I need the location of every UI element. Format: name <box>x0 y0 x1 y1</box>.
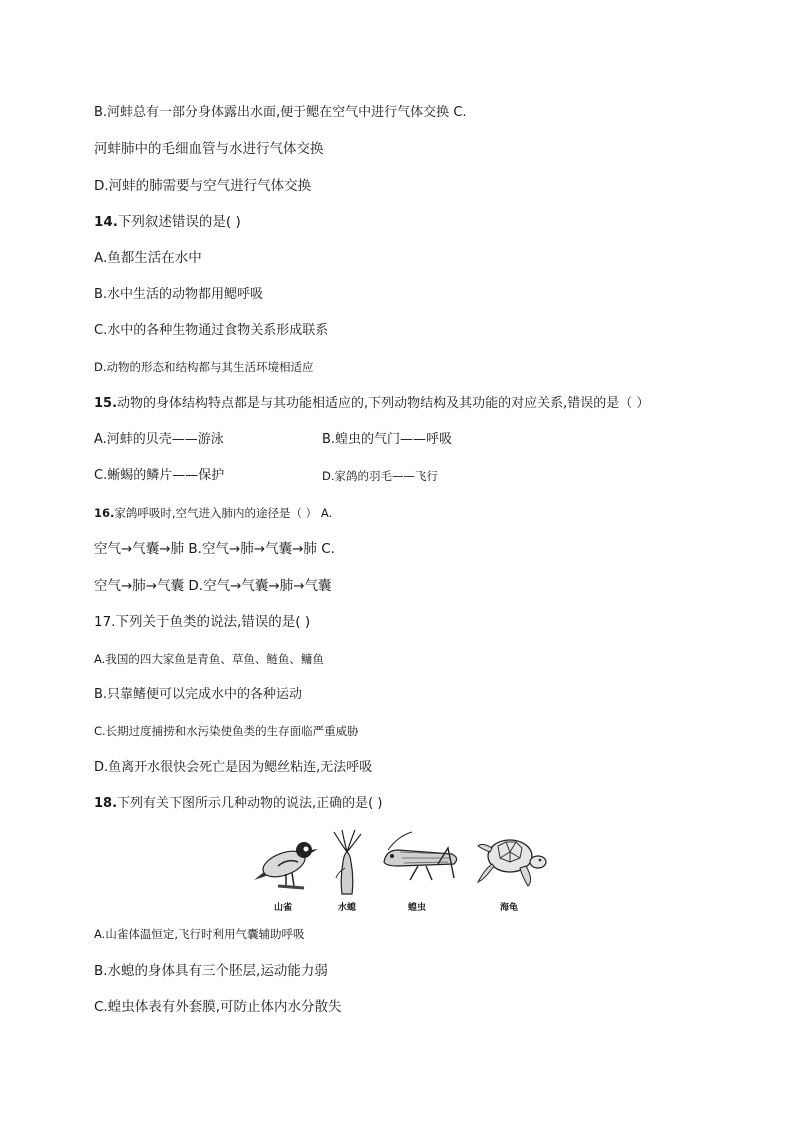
question-number: 18. <box>94 796 118 811</box>
q15-option-d: D.家鸽的羽毛——飞行 <box>322 469 439 483</box>
hydra-icon <box>330 828 364 898</box>
question-17 <box>94 613 310 631</box>
question-16 <box>94 504 332 522</box>
q15-options-ab <box>94 431 453 449</box>
question-stem: 下列叙述错误的是( ) <box>117 214 241 230</box>
caption-locust: 蝗虫 <box>408 903 427 913</box>
q15-option-c: C.蜥蜴的鳞片——保护 <box>94 468 225 483</box>
q17-option-d: D.鱼离开水很快会死亡是因为鳃丝粘连,无法呼吸 <box>94 760 373 775</box>
question-14 <box>94 213 241 231</box>
q16-line-2: 空气→肺→气囊 D.空气→气囊→肺→气囊 <box>94 578 332 594</box>
caption-sea-turtle: 海龟 <box>500 903 519 913</box>
q15-options-cd <box>94 467 439 485</box>
caption-hydra: 水螅 <box>338 903 357 913</box>
q15-option-b: B.蝗虫的气门——呼吸 <box>322 432 453 447</box>
question-15 <box>94 395 649 413</box>
question-stem: 动物的身体结构特点都是与其功能相适应的,下列动物结构及其功能的对应关系,错误的是（ ） <box>117 396 650 411</box>
question-number: 16. <box>94 506 115 520</box>
option-d-line: D.河蚌的肺需要与空气进行气体交换 <box>94 178 312 194</box>
question-18 <box>94 795 382 813</box>
question-number: 14. <box>94 214 118 230</box>
tit-bird-icon <box>252 828 322 898</box>
q14-option-b: B.水中生活的动物都用鳃呼吸 <box>94 287 264 302</box>
q17-option-a: A.我国的四大家鱼是青鱼、草鱼、鲢鱼、鳙鱼 <box>94 652 324 666</box>
locust-icon <box>378 828 462 888</box>
question-stem: 下列有关下图所示几种动物的说法,正确的是( ) <box>117 796 383 811</box>
animal-figure <box>250 828 550 918</box>
q16-line-1: 空气→气囊→肺 B.空气→肺→气囊→肺 C. <box>94 541 335 557</box>
q15-option-a: A.河蚌的贝壳——游泳 <box>94 432 224 447</box>
option-c-line: 河蚌肺中的毛细血管与水进行气体交换 <box>94 141 324 157</box>
q17-option-b: B.只靠鳍便可以完成水中的各种运动 <box>94 687 303 702</box>
question-number: 15. <box>94 396 118 411</box>
q18-option-b: B.水螅的身体具有三个胚层,运动能力弱 <box>94 963 328 979</box>
question-number: 17. <box>94 614 116 630</box>
q18-option-c: C.蝗虫体表有外套膜,可防止体内水分散失 <box>94 999 342 1015</box>
option-b-line: B.河蚌总有一部分身体露出水面,便于鳃在空气中进行气体交换 C. <box>94 105 467 120</box>
q14-option-d: D.动物的形态和结构都与其生活环境相适应 <box>94 360 314 374</box>
caption-tit: 山雀 <box>274 903 293 913</box>
sea-turtle-icon <box>476 828 548 890</box>
q17-option-c: C.长期过度捕捞和水污染使鱼类的生存面临严重威胁 <box>94 724 359 738</box>
q14-option-a: A.鱼都生活在水中 <box>94 250 202 266</box>
q18-option-a: A.山雀体温恒定,飞行时利用气囊辅助呼吸 <box>94 927 305 941</box>
question-stem: 下列关于鱼类的说法,错误的是( ) <box>115 614 311 630</box>
question-stem: 家鸽呼吸时,空气进入肺内的途径是（ ） A. <box>114 506 333 520</box>
q14-option-c: C.水中的各种生物通过食物关系形成联系 <box>94 323 329 338</box>
